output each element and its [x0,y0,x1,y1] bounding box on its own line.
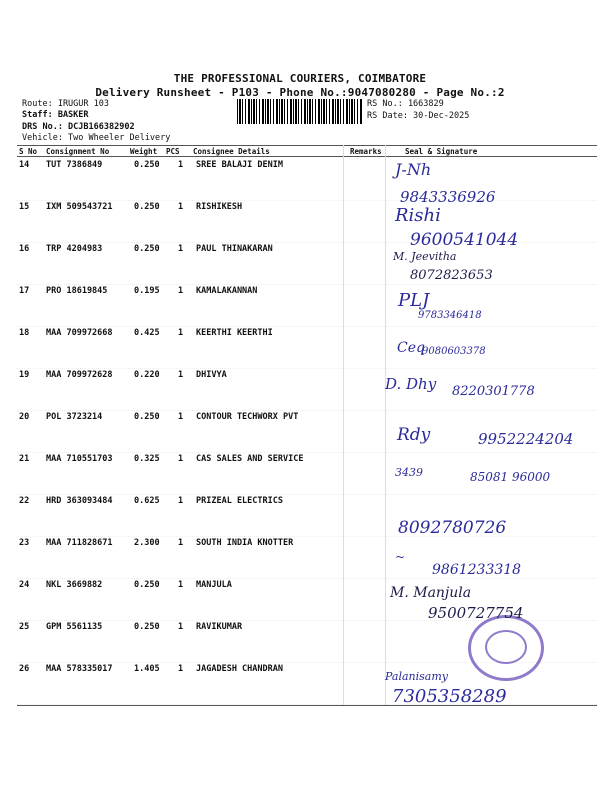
handwritten-phone: 85081 96000 [470,470,551,484]
row-consignment-no: GPM 5561135 [46,622,103,632]
row-sno: 25 [19,622,30,632]
row-weight: 0.250 [134,202,160,212]
table-row [0,496,600,538]
row-consignee: RISHIKESH [196,202,243,212]
row-sno: 21 [19,454,30,464]
row-consignee: RAVIKUMAR [196,622,243,632]
row-sno: 14 [19,160,30,170]
row-divider [17,578,597,579]
row-consignment-no: MAA 578335017 [46,664,113,674]
row-pcs: 1 [178,202,184,212]
handwritten-signature: D. Dhy [385,375,437,393]
row-pcs: 1 [178,286,184,296]
row-pcs: 1 [178,454,184,464]
row-pcs: 1 [178,244,184,254]
drs-label: DRS No.: DCJB166382902 [22,122,135,132]
handwritten-phone: 9952224204 [478,430,574,448]
row-consignee: SREE BALAJI DENIM [196,160,283,170]
handwritten-phone: 9783346418 [418,310,482,321]
row-weight: 0.625 [134,496,160,506]
row-consignment-no: PRO 18619845 [46,286,108,296]
row-divider [17,410,597,411]
table-row [0,286,600,328]
row-consignment-no: MAA 711828671 [46,538,113,548]
handwritten-signature: J-Nh [395,160,432,179]
row-divider [17,536,597,537]
row-sno: 26 [19,664,30,674]
row-consignment-no: POL 3723214 [46,412,103,422]
row-consignment-no: MAA 710551703 [46,454,113,464]
handwritten-signature: Rdy [397,425,431,445]
col-pcs: PCS [166,147,180,156]
row-pcs: 1 [178,370,184,380]
rs-date: RS Date: 30-Dec-2025 [367,111,470,121]
row-consignee: CAS SALES AND SERVICE [196,454,304,464]
row-sno: 18 [19,328,30,338]
handwritten-phone: 9861233318 [432,562,522,578]
header-rule-top [17,145,597,146]
row-consignee: MANJULA [196,580,232,590]
row-weight: 1.405 [134,664,160,674]
row-sno: 16 [19,244,30,254]
row-pcs: 1 [178,664,184,674]
row-sno: 15 [19,202,30,212]
runsheet-subtitle: Delivery Runsheet - P103 - Phone No.:9047080280 - Page No.:2 [95,86,505,99]
handwritten-phone: 9600541044 [410,230,519,250]
row-pcs: 1 [178,328,184,338]
handwritten-phone: 9843336926 [400,188,496,206]
route-label: Route: IRUGUR 103 [22,99,109,109]
row-weight: 0.425 [134,328,160,338]
table-bottom-rule [17,705,597,706]
row-consignee: JAGADESH CHANDRAN [196,664,283,674]
row-consignee: PRIZEAL ELECTRICS [196,496,283,506]
row-weight: 0.250 [134,412,160,422]
table-row [0,328,600,370]
row-consignment-no: MAA 709972668 [46,328,113,338]
row-pcs: 1 [178,160,184,170]
row-pcs: 1 [178,412,184,422]
handwritten-signature: M. Manjula [390,585,472,601]
row-consignment-no: TRP 4204983 [46,244,103,254]
row-divider [17,368,597,369]
row-consignment-no: IXM 509543721 [46,202,113,212]
row-pcs: 1 [178,496,184,506]
row-divider [17,200,597,201]
row-divider [17,326,597,327]
row-pcs: 1 [178,622,184,632]
col-remarks: Remarks [350,147,382,156]
row-weight: 0.195 [134,286,160,296]
row-consignee: SOUTH INDIA KNOTTER [196,538,294,548]
row-weight: 0.250 [134,622,160,632]
col-consignment: Consignment No [46,147,110,156]
handwritten-signature: 3439 [395,466,423,479]
row-weight: 0.220 [134,370,160,380]
table-row [0,244,600,286]
row-sno: 22 [19,496,30,506]
handwritten-signature: M. Jeevitha [393,250,457,263]
row-weight: 0.250 [134,244,160,254]
row-sno: 19 [19,370,30,380]
table-row [0,160,600,202]
handwritten-phone: 9500727754 [428,604,524,622]
handwritten-signature: Palanisamy [385,670,448,683]
row-sno: 20 [19,412,30,422]
handwritten-signature: PLJ [398,290,430,311]
row-divider [17,284,597,285]
row-consignee: CONTOUR TECHWORX PVT [196,412,299,422]
col-sno: S No [19,147,38,156]
row-divider [17,452,597,453]
handwritten-phone: 9080603378 [422,346,486,357]
row-consignee: DHIVYA [196,370,227,380]
row-sno: 23 [19,538,30,548]
row-pcs: 1 [178,538,184,548]
staff-label: Staff: BASKER [22,110,89,120]
handwritten-phone: 7305358289 [392,686,507,707]
row-sno: 24 [19,580,30,590]
col-seal: Seal & Signature [405,147,478,156]
row-pcs: 1 [178,580,184,590]
row-weight: 0.325 [134,454,160,464]
row-sno: 17 [19,286,30,296]
row-consignment-no: MAA 709972628 [46,370,113,380]
row-consignee: KAMALAKANNAN [196,286,258,296]
row-consignee: KEERTHI KEERTHI [196,328,273,338]
handwritten-signature: Ceq [397,340,425,356]
handwritten-phone: 8092780726 [398,518,507,538]
company-title: THE PROFESSIONAL COURIERS, COIMBATORE [173,72,427,85]
handwritten-phone: 8220301778 [452,384,535,399]
row-consignment-no: NKL 3669882 [46,580,103,590]
row-consignee: PAUL THINAKARAN [196,244,273,254]
company-stamp [468,615,544,681]
col-consignee: Consignee Details [193,147,270,156]
row-consignment-no: TUT 7386849 [46,160,103,170]
row-weight: 2.300 [134,538,160,548]
barcode [237,99,362,124]
handwritten-phone: 8072823653 [410,268,493,283]
handwritten-signature: ~ [395,550,406,564]
header-rule-bottom [17,156,597,157]
row-weight: 0.250 [134,160,160,170]
handwritten-signature: Rishi [395,205,441,226]
row-divider [17,494,597,495]
vehicle-label: Vehicle: Two Wheeler Delivery [22,133,171,143]
col-weight: Weight [130,147,158,156]
rs-number: RS No.: 1663829 [367,99,444,109]
row-consignment-no: HRD 363093484 [46,496,113,506]
row-weight: 0.250 [134,580,160,590]
